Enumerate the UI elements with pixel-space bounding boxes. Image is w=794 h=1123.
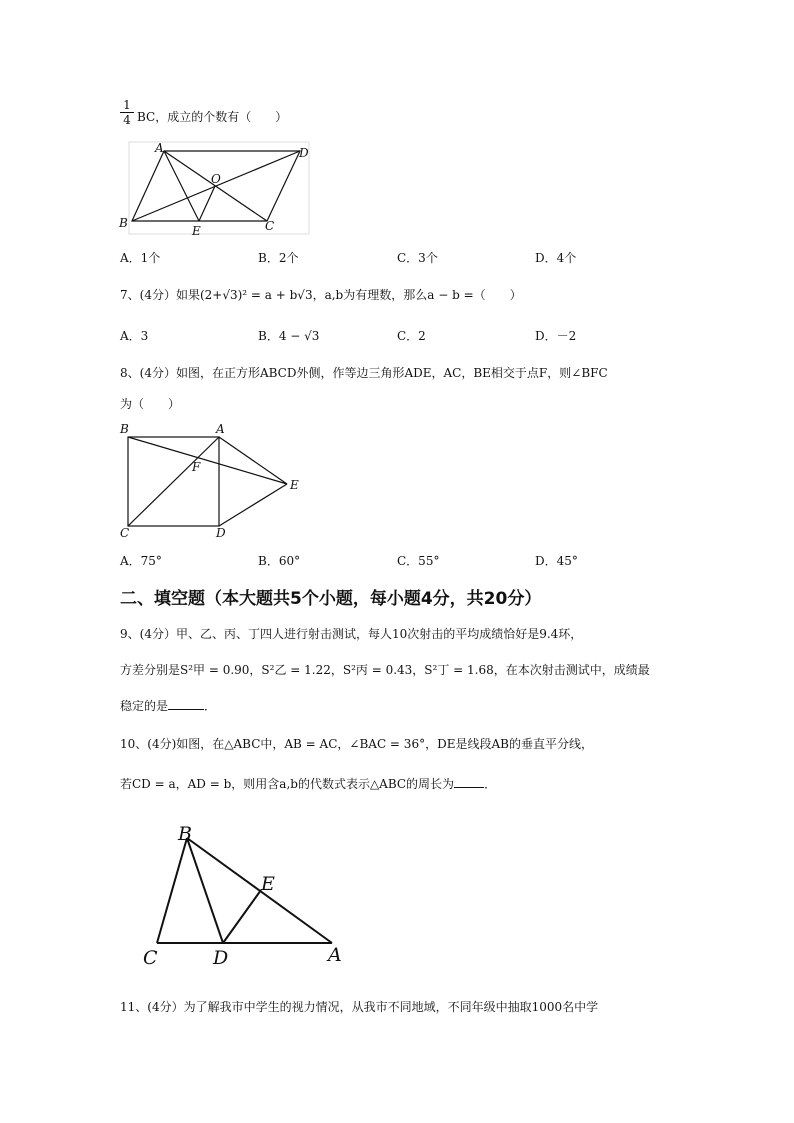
q7-option-c: C．2 [397,329,426,343]
q10-answer-blank [454,787,484,788]
q8-option-a: A．75° [120,554,162,568]
segment-ae [164,151,199,221]
segment-be [128,437,287,484]
q10-line1: 10、(4分)如图，在△ABC中，AB = AC，∠BAC = 36°，DE是线段AB的垂直平分线， [120,737,593,751]
label-f: F [192,460,201,474]
q6-stem-tail: BC，成立的个数有（ ） [137,110,288,124]
q7-option-d: D．－2 [535,329,577,343]
fraction-denominator: 4 [123,113,131,127]
segment-oe [199,186,215,221]
q8-option-c: C．55° [397,554,440,568]
q8-stem-line1: 8、(4分）如图，在正方形ABCD外侧，作等边三角形ADE，AC，BE相交于点F，则∠BFC [120,366,608,380]
label-a: A [216,422,225,436]
q6-option-a: A．1个 [120,251,161,265]
label-e: E [192,224,201,238]
label-c: C [265,219,275,233]
q10-line2-text: 若CD = a，AD = b，则用含a,b的代数式表示△ABC的周长为 [120,777,455,791]
label-a: A [155,141,164,155]
label-c: C [143,947,158,968]
label-b: B [119,216,128,230]
label-d: D [213,947,229,968]
q8-option-d: D．45° [535,554,578,568]
segment-de [219,484,287,526]
segment-ae [219,437,287,484]
segment-bc [157,838,187,943]
label-e: E [290,478,299,492]
label-o: O [211,172,221,186]
q9-line1: 9、(4分）甲、乙、丙、丁四人进行射击测试，每人10次射击的平均成绩恰好是9.4环， [120,627,583,641]
section-title-fill-in: 二、填空题（本大题共5个小题，每小题4分，共20分） [120,589,542,609]
label-b: B [120,422,129,436]
q8-square-triangle-figure [115,420,315,545]
q9-line3-text: 稳定的是 [120,699,169,713]
q7-option-a: A．3 [120,329,149,343]
q10-triangle-figure [135,818,355,968]
q7-stem: 7、(4分）如果(2+√3)² = a + b√3，a,b为有理数，那么a − b =（ ） [120,288,522,302]
fraction-numerator: 1 [120,98,134,113]
q9-answer-blank [168,709,204,710]
label-d: D [216,526,226,540]
label-a: A [328,944,342,966]
q6-option-b: B．2个 [258,251,299,265]
segment-bd [187,838,223,943]
q6-option-c: C．3个 [397,251,438,265]
q6-parallelogram-figure [115,138,315,240]
q8-stem-line2: 为（ ） [120,397,181,411]
q8-option-b: B．60° [258,554,301,568]
label-b: B [178,823,192,845]
segment-de [223,890,261,943]
diagonal-bd [132,151,300,221]
fraction-one-quarter [120,98,134,127]
label-e: E [261,873,275,895]
q6-option-d: D．4个 [535,251,577,265]
q7-option-b: B．4 − √3 [258,329,320,343]
q10-line2-wrap: 若CD = a，AD = b，则用含a,b的代数式表示△ABC的周长为 ． [120,777,497,791]
q11-line1: 11、(4分）为了解我市中学生的视力情况，从我市不同地域，不同年级中抽取1000名中学 [120,1000,599,1014]
label-c: C [120,526,130,540]
label-d: D [299,146,309,160]
q9-line3: 稳定的是 ． [120,699,217,713]
q9-line2: 方差分别是S²甲 = 0.90，S²乙 = 1.22，S²丙 = 0.43，S²丁 = 1.68，在本次射击测试中，成绩最 [120,663,650,677]
